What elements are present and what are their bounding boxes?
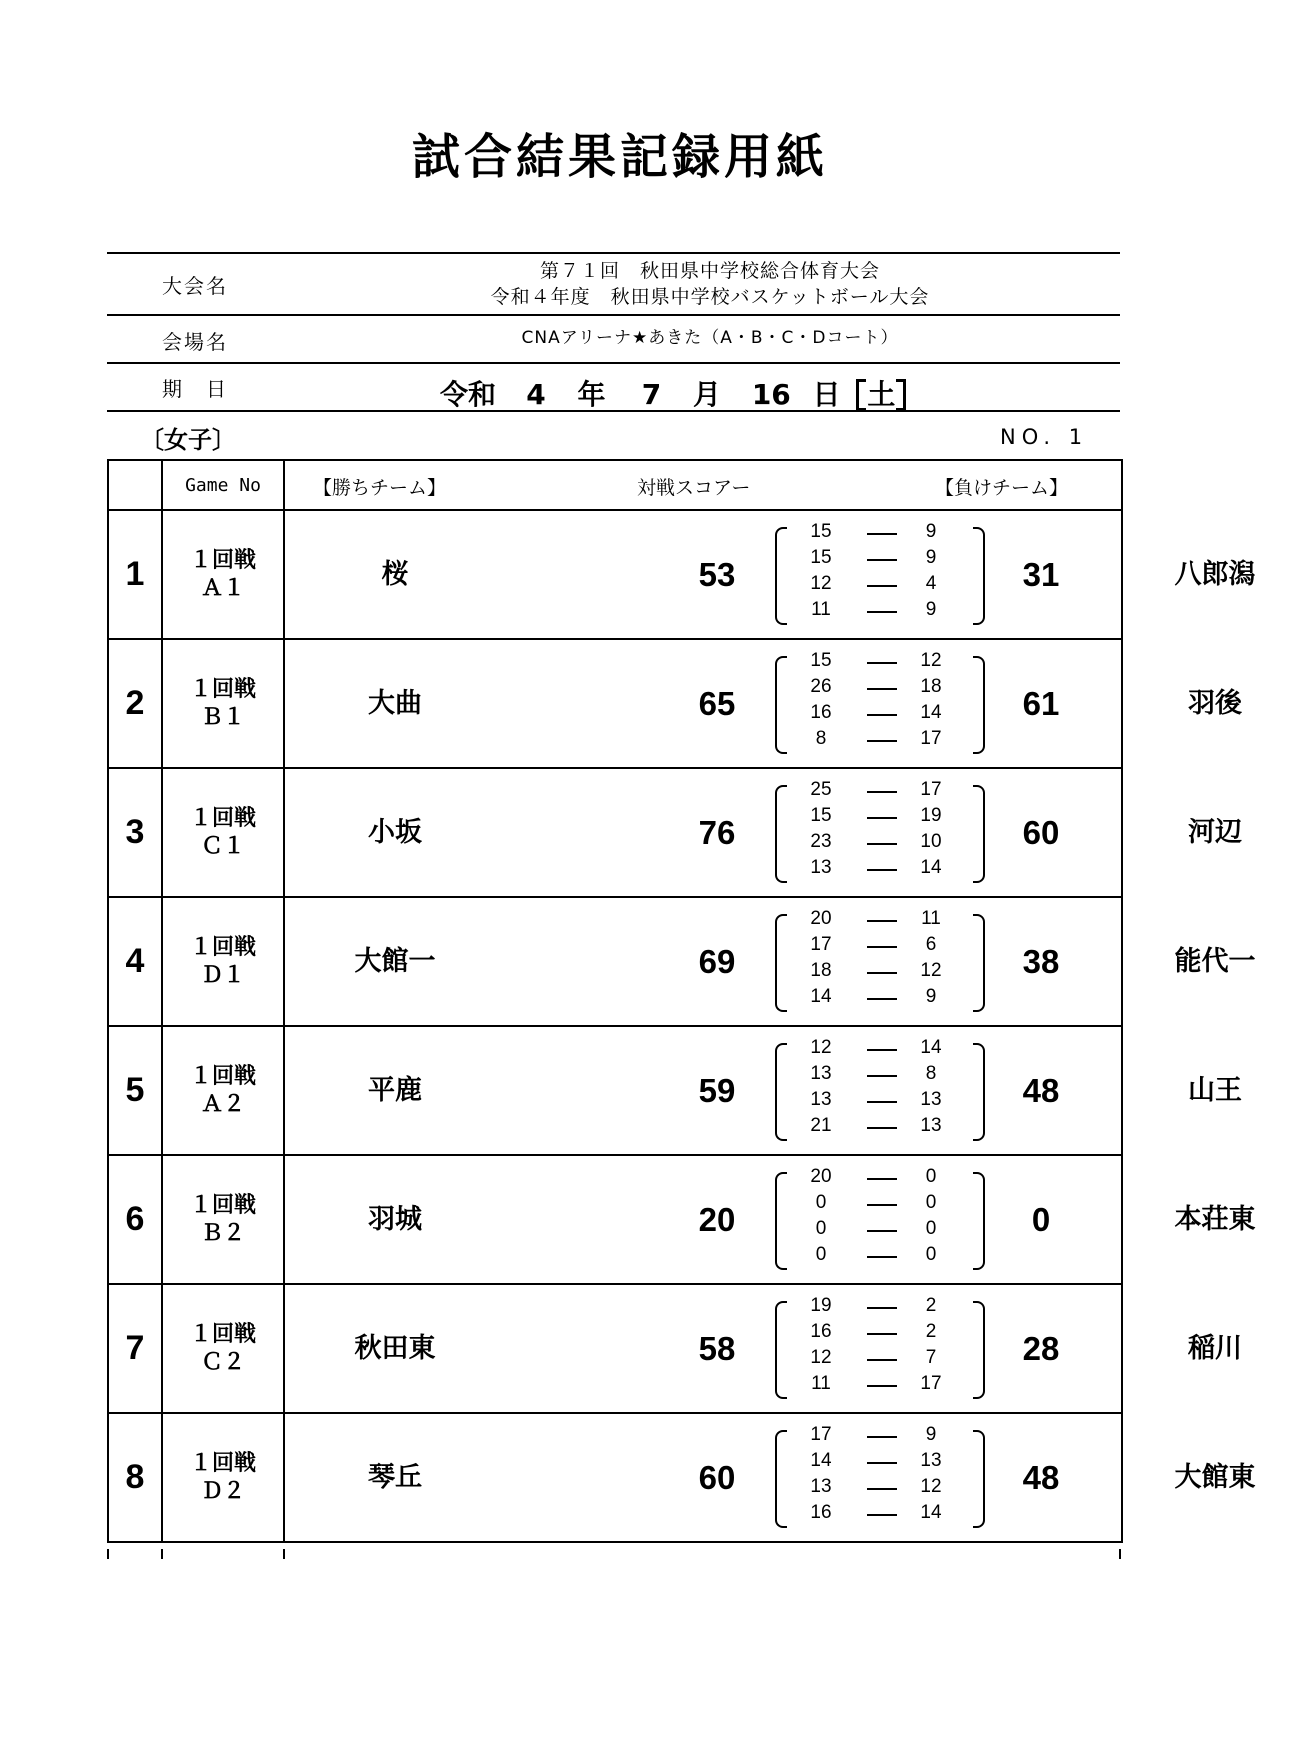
period-loser-points: 9 bbox=[925, 521, 937, 542]
match-result bbox=[284, 897, 1256, 1026]
period-score bbox=[793, 1347, 969, 1373]
loser-team: 能代一 bbox=[1174, 946, 1256, 977]
period-score bbox=[793, 521, 969, 547]
bracket-right bbox=[973, 656, 985, 754]
header-winner: 【勝ちチーム】 bbox=[313, 477, 447, 499]
game-round bbox=[162, 1155, 284, 1284]
period-winner-points: 8 bbox=[815, 728, 827, 749]
period-winner-points: 0 bbox=[815, 1218, 827, 1239]
period-loser-points: 14 bbox=[920, 702, 942, 723]
game-index: 5 bbox=[108, 1026, 162, 1155]
game-code: Ｂ１ bbox=[200, 704, 245, 730]
period-winner-points: 15 bbox=[810, 521, 832, 542]
period-scores bbox=[775, 1424, 985, 1530]
round-name: １回戦 bbox=[189, 1063, 256, 1089]
period-score bbox=[793, 831, 969, 857]
game-round bbox=[162, 768, 284, 897]
tournament-label: 大会名 bbox=[162, 274, 228, 298]
period-winner-points: 13 bbox=[810, 1476, 832, 1497]
winner-team: 琴丘 bbox=[368, 1462, 422, 1493]
period-dash bbox=[867, 714, 897, 716]
loser-team: 河辺 bbox=[1188, 817, 1242, 848]
period-score bbox=[793, 1244, 969, 1270]
period-dash bbox=[867, 1488, 897, 1490]
period-score bbox=[793, 1166, 969, 1192]
period-winner-points: 12 bbox=[810, 1037, 832, 1058]
period-winner-points: 11 bbox=[811, 599, 831, 620]
period-score bbox=[793, 779, 969, 805]
period-loser-points: 2 bbox=[925, 1295, 937, 1316]
period-winner-points: 16 bbox=[810, 1502, 832, 1523]
period-score bbox=[793, 1115, 969, 1141]
date-year-unit: 年 bbox=[577, 378, 606, 411]
period-score bbox=[793, 805, 969, 831]
period-dash bbox=[867, 1385, 897, 1387]
period-score bbox=[793, 1037, 969, 1063]
period-winner-points: 18 bbox=[810, 960, 832, 981]
date-day: 16 bbox=[751, 378, 791, 411]
period-dash bbox=[867, 920, 897, 922]
loser-score: 48 bbox=[1022, 1459, 1060, 1496]
game-index: 6 bbox=[108, 1155, 162, 1284]
results-table bbox=[107, 459, 1256, 1543]
period-winner-points: 11 bbox=[811, 1373, 831, 1394]
period-dash bbox=[867, 791, 897, 793]
period-dash bbox=[867, 611, 897, 613]
period-loser-points: 11 bbox=[921, 908, 941, 929]
bracket-left bbox=[775, 914, 787, 1012]
match-result bbox=[284, 510, 1256, 639]
game-code: Ｄ２ bbox=[200, 1478, 245, 1504]
round-name: １回戦 bbox=[189, 1450, 256, 1476]
bracket-left bbox=[775, 1043, 787, 1141]
game-index: 3 bbox=[108, 768, 162, 897]
period-winner-points: 12 bbox=[810, 573, 832, 594]
bracket-left bbox=[775, 1301, 787, 1399]
loser-score: 61 bbox=[1022, 685, 1060, 722]
period-loser-points: 13 bbox=[920, 1450, 942, 1471]
round-name: １回戦 bbox=[189, 676, 256, 702]
period-loser-points: 2 bbox=[925, 1321, 937, 1342]
loser-team: 八郎潟 bbox=[1174, 559, 1256, 590]
period-score bbox=[793, 1450, 969, 1476]
period-loser-points: 7 bbox=[925, 1347, 937, 1368]
table-row bbox=[108, 1026, 1122, 1155]
period-winner-points: 15 bbox=[810, 805, 832, 826]
header-match bbox=[284, 460, 1122, 510]
winner-score: 20 bbox=[698, 1201, 736, 1238]
game-code: Ａ１ bbox=[200, 575, 245, 601]
loser-score: 48 bbox=[1022, 1072, 1060, 1109]
bracket-right bbox=[973, 527, 985, 625]
period-loser-points: 0 bbox=[925, 1218, 937, 1239]
period-winner-points: 15 bbox=[810, 547, 832, 568]
period-winner-points: 20 bbox=[810, 908, 832, 929]
game-code: Ｃ１ bbox=[200, 833, 245, 859]
round-name: １回戦 bbox=[189, 547, 256, 573]
game-index: 2 bbox=[108, 639, 162, 768]
period-loser-points: 0 bbox=[925, 1244, 937, 1265]
divider bbox=[107, 362, 1120, 364]
bracket-right bbox=[973, 785, 985, 883]
period-dash bbox=[867, 533, 897, 535]
page-number: NO. 1 bbox=[1000, 425, 1089, 449]
date-month-unit: 月 bbox=[693, 378, 722, 411]
match-result bbox=[284, 1413, 1256, 1542]
table-row bbox=[108, 1413, 1122, 1542]
table-row bbox=[108, 768, 1122, 897]
table-header-row bbox=[108, 460, 1122, 510]
match-result bbox=[284, 1284, 1242, 1413]
bracket-left bbox=[775, 656, 787, 754]
date-label: 期 日 bbox=[162, 377, 228, 401]
period-winner-points: 21 bbox=[810, 1115, 832, 1136]
period-dash bbox=[867, 1178, 897, 1180]
bracket-left bbox=[775, 527, 787, 625]
period-score bbox=[793, 728, 969, 754]
period-winner-points: 16 bbox=[810, 702, 832, 723]
period-loser-points: 9 bbox=[925, 599, 937, 620]
period-dash bbox=[867, 1256, 897, 1258]
game-round bbox=[162, 1413, 284, 1542]
winner-team: 平鹿 bbox=[368, 1075, 422, 1106]
date-month: 7 bbox=[641, 378, 662, 411]
period-loser-points: 8 bbox=[925, 1063, 937, 1084]
period-score bbox=[793, 702, 969, 728]
loser-team: 山王 bbox=[1188, 1075, 1242, 1106]
period-score bbox=[793, 1476, 969, 1502]
divider bbox=[161, 1549, 163, 1559]
period-loser-points: 17 bbox=[920, 1373, 942, 1394]
period-dash bbox=[867, 688, 897, 690]
winner-team: 桜 bbox=[381, 559, 409, 590]
period-score bbox=[793, 650, 969, 676]
period-loser-points: 6 bbox=[925, 934, 937, 955]
match-result bbox=[284, 1026, 1242, 1155]
period-dash bbox=[867, 1230, 897, 1232]
period-dash bbox=[867, 559, 897, 561]
loser-score: 0 bbox=[1031, 1201, 1051, 1238]
round-name: １回戦 bbox=[189, 1192, 256, 1218]
period-loser-points: 4 bbox=[925, 573, 937, 594]
period-loser-points: 18 bbox=[920, 676, 942, 697]
period-score bbox=[793, 1089, 969, 1115]
period-loser-points: 17 bbox=[920, 728, 942, 749]
game-round bbox=[162, 639, 284, 768]
loser-team: 本荘東 bbox=[1174, 1204, 1256, 1235]
tournament-line1: 第７１回 秋田県中学校総合体育大会 bbox=[539, 260, 880, 282]
period-score bbox=[793, 1502, 969, 1528]
period-score bbox=[793, 1424, 969, 1450]
loser-score: 31 bbox=[1022, 556, 1060, 593]
period-score bbox=[793, 1218, 969, 1244]
loser-team: 羽後 bbox=[1188, 688, 1242, 719]
period-score bbox=[793, 547, 969, 573]
period-winner-points: 14 bbox=[810, 1450, 832, 1471]
period-winner-points: 17 bbox=[810, 934, 832, 955]
period-scores bbox=[775, 521, 985, 627]
divider bbox=[107, 410, 1120, 412]
winner-score: 65 bbox=[698, 685, 736, 722]
bracket-right bbox=[973, 914, 985, 1012]
period-dash bbox=[867, 843, 897, 845]
period-score bbox=[793, 676, 969, 702]
winner-score: 59 bbox=[698, 1072, 736, 1109]
table-row bbox=[108, 1284, 1122, 1413]
period-winner-points: 23 bbox=[810, 831, 832, 852]
period-loser-points: 10 bbox=[920, 831, 942, 852]
period-winner-points: 15 bbox=[810, 650, 832, 671]
period-loser-points: 0 bbox=[925, 1192, 937, 1213]
winner-team: 秋田東 bbox=[354, 1333, 436, 1364]
game-round bbox=[162, 897, 284, 1026]
game-round bbox=[162, 1284, 284, 1413]
game-index: 8 bbox=[108, 1413, 162, 1542]
date-era: 令和 bbox=[440, 378, 497, 411]
header-game-no: Game No bbox=[162, 460, 284, 510]
period-winner-points: 13 bbox=[810, 1089, 832, 1110]
bracket-left bbox=[775, 1172, 787, 1270]
venue-name: CNAアリーナ★あきた（A・B・C・Dコート） bbox=[521, 328, 899, 348]
period-loser-points: 17 bbox=[920, 779, 942, 800]
date-year: 4 bbox=[526, 378, 546, 411]
period-dash bbox=[867, 1333, 897, 1335]
period-score bbox=[793, 1192, 969, 1218]
period-score bbox=[793, 573, 969, 599]
period-scores bbox=[775, 779, 985, 885]
bracket-left bbox=[775, 1430, 787, 1528]
period-dash bbox=[867, 946, 897, 948]
match-result bbox=[284, 1155, 1256, 1284]
period-scores bbox=[775, 908, 985, 1014]
period-dash bbox=[867, 869, 897, 871]
period-loser-points: 12 bbox=[920, 650, 942, 671]
date-day-unit: 日 bbox=[812, 378, 841, 411]
winner-score: 58 bbox=[698, 1330, 736, 1367]
game-round bbox=[162, 510, 284, 639]
table-row bbox=[108, 1155, 1122, 1284]
game-index: 1 bbox=[108, 510, 162, 639]
period-scores bbox=[775, 1166, 985, 1272]
bracket-right bbox=[973, 1172, 985, 1270]
tournament-line2: 令和４年度 秋田県中学校バスケットボール大会 bbox=[490, 286, 930, 308]
period-score bbox=[793, 908, 969, 934]
page-title: 試合結果記録用紙 bbox=[411, 129, 828, 185]
table-row bbox=[108, 639, 1122, 768]
period-loser-points: 19 bbox=[920, 805, 942, 826]
period-winner-points: 25 bbox=[810, 779, 832, 800]
period-winner-points: 20 bbox=[810, 1166, 832, 1187]
period-winner-points: 13 bbox=[810, 1063, 832, 1084]
loser-score: 38 bbox=[1022, 943, 1060, 980]
period-score bbox=[793, 1321, 969, 1347]
game-index: 7 bbox=[108, 1284, 162, 1413]
winner-score: 76 bbox=[698, 814, 736, 851]
period-loser-points: 9 bbox=[925, 1424, 937, 1445]
winner-team: 大曲 bbox=[368, 688, 422, 719]
period-dash bbox=[867, 1462, 897, 1464]
game-code: Ｂ２ bbox=[200, 1220, 245, 1246]
winner-team: 大館一 bbox=[354, 946, 436, 977]
bracket-right bbox=[973, 1043, 985, 1141]
round-name: １回戦 bbox=[189, 1321, 256, 1347]
period-dash bbox=[867, 1049, 897, 1051]
winner-score: 53 bbox=[698, 556, 736, 593]
period-score bbox=[793, 934, 969, 960]
period-dash bbox=[867, 740, 897, 742]
period-loser-points: 12 bbox=[920, 960, 942, 981]
round-name: １回戦 bbox=[189, 805, 256, 831]
table-row bbox=[108, 897, 1122, 1026]
date-weekday: 土 bbox=[856, 379, 906, 411]
divider bbox=[107, 1549, 109, 1559]
period-dash bbox=[867, 662, 897, 664]
winner-team: 羽城 bbox=[368, 1204, 422, 1235]
section-label: 〔女子〕 bbox=[140, 426, 236, 454]
tournament-name bbox=[300, 258, 1120, 310]
game-index: 4 bbox=[108, 897, 162, 1026]
winner-team: 小坂 bbox=[368, 817, 422, 848]
period-winner-points: 16 bbox=[810, 1321, 832, 1342]
round-name: １回戦 bbox=[189, 934, 256, 960]
period-score bbox=[793, 599, 969, 625]
period-loser-points: 14 bbox=[920, 1037, 942, 1058]
divider bbox=[107, 314, 1120, 316]
period-winner-points: 17 bbox=[810, 1424, 832, 1445]
winner-score: 69 bbox=[698, 943, 736, 980]
period-dash bbox=[867, 972, 897, 974]
header-loser: 【負けチーム】 bbox=[935, 477, 1069, 499]
period-dash bbox=[867, 998, 897, 1000]
divider bbox=[1119, 1549, 1121, 1559]
period-dash bbox=[867, 1101, 897, 1103]
period-loser-points: 13 bbox=[920, 1115, 942, 1136]
period-loser-points: 14 bbox=[920, 857, 942, 878]
period-winner-points: 0 bbox=[815, 1244, 827, 1265]
period-score bbox=[793, 1295, 969, 1321]
period-scores bbox=[775, 1295, 985, 1401]
period-dash bbox=[867, 1514, 897, 1516]
header-score: 対戦スコアー bbox=[637, 477, 751, 499]
game-code: Ｄ１ bbox=[200, 962, 245, 988]
period-dash bbox=[867, 1127, 897, 1129]
game-code: Ａ２ bbox=[200, 1091, 245, 1117]
period-winner-points: 14 bbox=[810, 986, 832, 1007]
loser-score: 28 bbox=[1022, 1330, 1060, 1367]
period-score bbox=[793, 960, 969, 986]
bracket-right bbox=[973, 1301, 985, 1399]
period-dash bbox=[867, 1307, 897, 1309]
match-result bbox=[284, 639, 1242, 768]
divider bbox=[283, 1549, 285, 1559]
period-winner-points: 19 bbox=[810, 1295, 832, 1316]
period-loser-points: 9 bbox=[925, 986, 937, 1007]
period-dash bbox=[867, 1359, 897, 1361]
period-loser-points: 13 bbox=[920, 1089, 942, 1110]
loser-team: 稲川 bbox=[1188, 1333, 1242, 1364]
period-dash bbox=[867, 1436, 897, 1438]
period-score bbox=[793, 986, 969, 1012]
period-winner-points: 13 bbox=[810, 857, 832, 878]
period-dash bbox=[867, 1075, 897, 1077]
game-code: Ｃ２ bbox=[200, 1349, 245, 1375]
divider bbox=[107, 252, 1120, 254]
bracket-left bbox=[775, 785, 787, 883]
venue-label: 会場名 bbox=[162, 330, 228, 354]
period-score bbox=[793, 1373, 969, 1399]
header-index bbox=[108, 460, 162, 510]
period-winner-points: 0 bbox=[815, 1192, 827, 1213]
period-winner-points: 12 bbox=[810, 1347, 832, 1368]
game-round bbox=[162, 1026, 284, 1155]
bracket-right bbox=[973, 1430, 985, 1528]
loser-team: 大館東 bbox=[1174, 1462, 1256, 1493]
match-result bbox=[284, 768, 1242, 897]
date bbox=[440, 373, 906, 413]
period-loser-points: 14 bbox=[920, 1502, 942, 1523]
period-dash bbox=[867, 817, 897, 819]
loser-score: 60 bbox=[1022, 814, 1060, 851]
period-dash bbox=[867, 1204, 897, 1206]
period-score bbox=[793, 857, 969, 883]
table-row bbox=[108, 510, 1122, 639]
winner-score: 60 bbox=[698, 1459, 736, 1496]
period-scores bbox=[775, 1037, 985, 1143]
period-loser-points: 12 bbox=[920, 1476, 942, 1497]
period-score bbox=[793, 1063, 969, 1089]
period-loser-points: 9 bbox=[925, 547, 937, 568]
period-winner-points: 26 bbox=[810, 676, 832, 697]
period-dash bbox=[867, 585, 897, 587]
period-loser-points: 0 bbox=[925, 1166, 937, 1187]
period-scores bbox=[775, 650, 985, 756]
